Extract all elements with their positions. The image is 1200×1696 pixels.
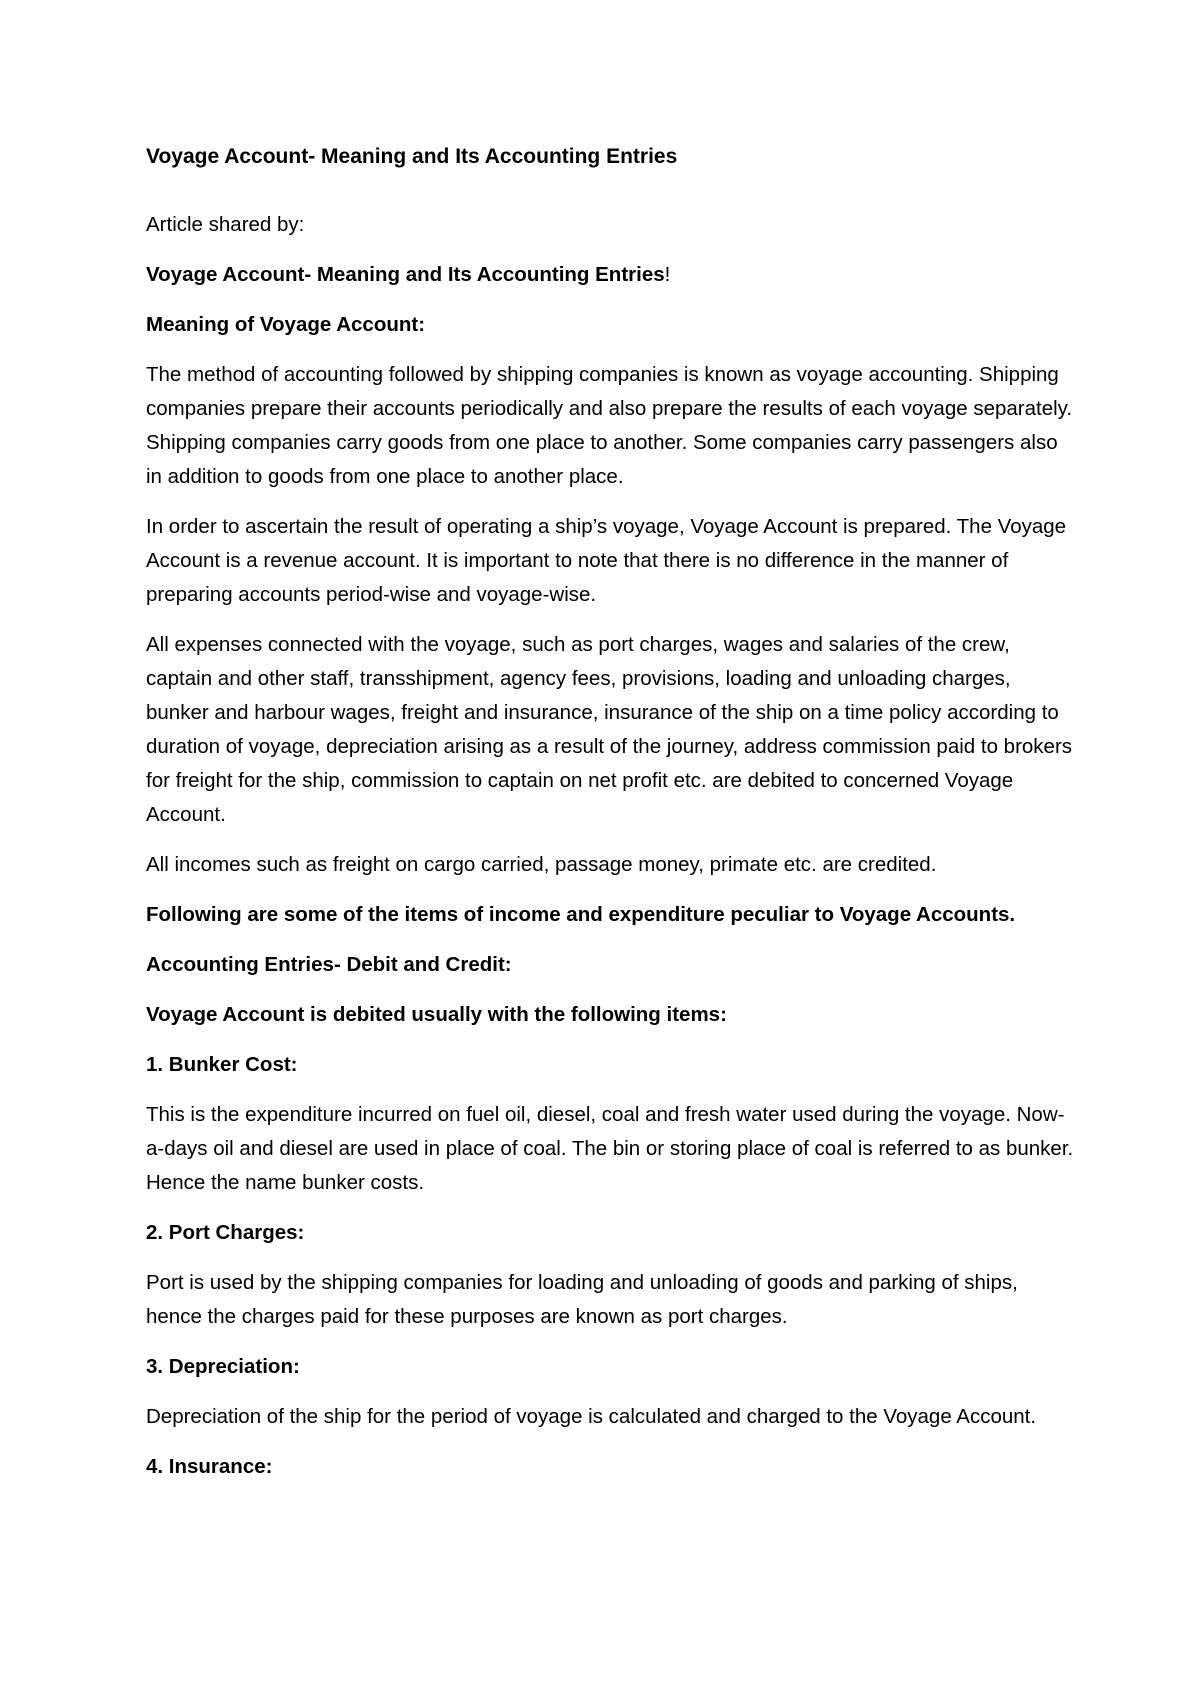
item-1-heading: 1. Bunker Cost: [146,1053,298,1076]
subtitle-suffix: ! [664,263,671,286]
item-2-heading: 2. Port Charges: [146,1221,305,1244]
subtitle [146,258,1076,292]
heading-entries: Accounting Entries- Debit and Credit: [146,953,512,976]
paragraph-4: All incomes such as freight on cargo carried, passage money, primate etc. are credited. [146,853,937,876]
item-2-text: Port is used by the shipping companies for loading and unloading of goods and parking of ships, hence the charges paid for these purposes are known as port charges. [146,1271,1018,1328]
item-4-heading: 4. Insurance: [146,1455,273,1478]
item-3-text: Depreciation of the ship for the period of voyage is calculated and charged to the Voyage Account. [146,1405,1037,1428]
document-page [146,142,1076,1500]
paragraph-2: In order to ascertain the result of operating a ship’s voyage, Voyage Account is prepared. The Voyage Account is a revenue account. It is important to note that there is no difference in the manner of preparing accounts period-wise and voyage-wise. [146,515,1067,606]
byline: Article shared by: [146,213,305,236]
heading-debited: Voyage Account is debited usually with the following items: [146,1003,727,1026]
paragraph-3: All expenses connected with the voyage, such as port charges, wages and salaries of the crew, captain and other staff, transshipment, agency fees, provisions, loading and unloading charges, bunker and harbour wages, freight and insurance, insurance of the ship on a time policy according to duration of voyage, depreciation arising as a result of the journey, address commission paid to brokers for freight for the ship, commission to captain on net profit etc. are debited to concerned Voyage Account. [146,633,1073,826]
item-3-heading: 3. Depreciation: [146,1355,300,1378]
bold-following: Following are some of the items of income and expenditure peculiar to Voyage Accounts. [146,903,1016,926]
item-1-text: This is the expenditure incurred on fuel oil, diesel, coal and fresh water used during the voyage. Now-a-days oil and diesel are used in place of coal. The bin or storing place of coal is referred to as bunker. Hence the name bunker costs. [146,1103,1074,1194]
heading-meaning: Meaning of Voyage Account: [146,313,426,336]
subtitle-text: Voyage Account- Meaning and Its Accounting Entries [146,263,665,286]
paragraph-1: The method of accounting followed by shipping companies is known as voyage accounting. Shipping companies prepare their accounts periodically and also prepare the results of each voyage separately. Shipping companies carry goods from one place to another. Some companies carry passengers also in addition to goods from one place to another place. [146,363,1073,488]
document-title: Voyage Account- Meaning and Its Accounting Entries [146,145,678,168]
